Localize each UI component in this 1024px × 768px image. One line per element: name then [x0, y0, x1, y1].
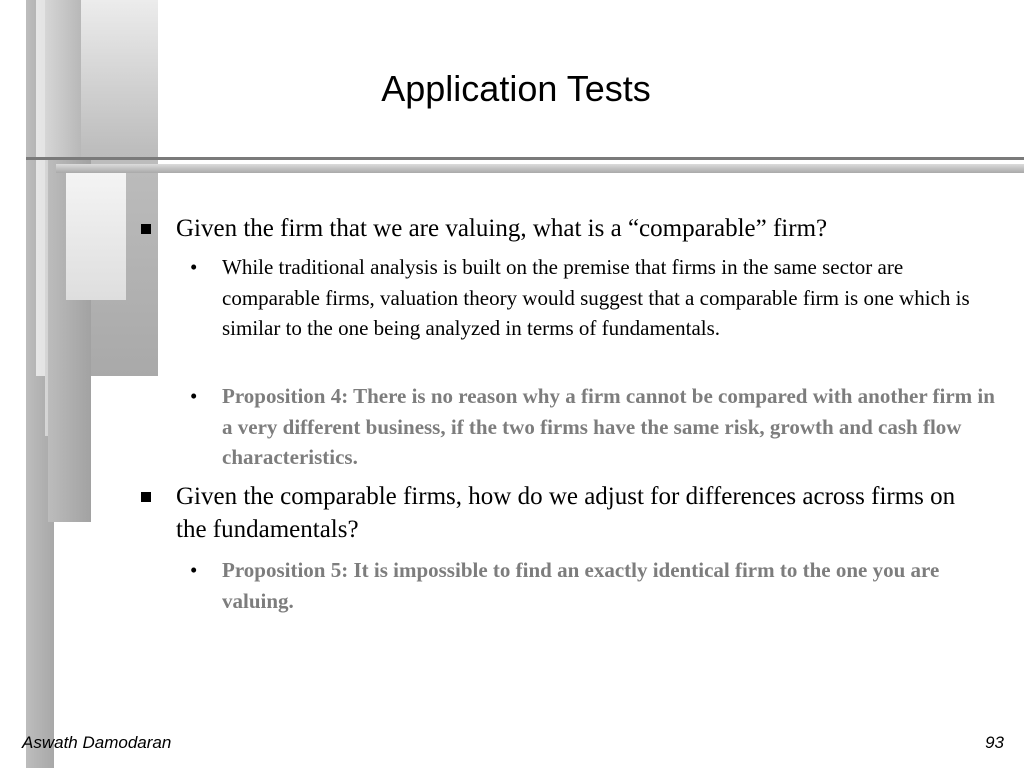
bullet-text: Given the firm that we are valuing, what is a “comparable” firm?: [176, 215, 828, 242]
bullet-text: Given the comparable firms, how do we adjust for differences across firms on the fundamentals?: [176, 483, 956, 543]
square-bullet-icon: [141, 224, 151, 234]
dot-bullet-icon: •: [190, 558, 198, 582]
title-divider: [26, 157, 1024, 160]
slide-title: Application Tests: [381, 68, 651, 109]
sub-bullet-text: While traditional analysis is built on the premise that firms in the same sector are comparable firms, valuation theory would suggest that a comparable firm is one which is similar to the one being analyzed in terms of fundamentals.: [222, 255, 970, 340]
proposition-text: Proposition 4: There is no reason why a firm cannot be compared with another firm in a very different business, if the two firms have the same risk, growth and cash flow characteristics.: [222, 384, 995, 469]
dot-bullet-icon: •: [190, 255, 198, 279]
footer-author: Aswath Damodaran: [22, 733, 172, 752]
page-number: 93: [985, 733, 1004, 752]
decorative-bar: [66, 172, 126, 300]
proposition-text: Proposition 5: It is impossible to find an exactly identical firm to the one you are valuing.: [222, 558, 940, 613]
title-divider-shadow: [56, 164, 1024, 173]
square-bullet-icon: [141, 492, 151, 502]
dot-bullet-icon: •: [190, 384, 198, 408]
